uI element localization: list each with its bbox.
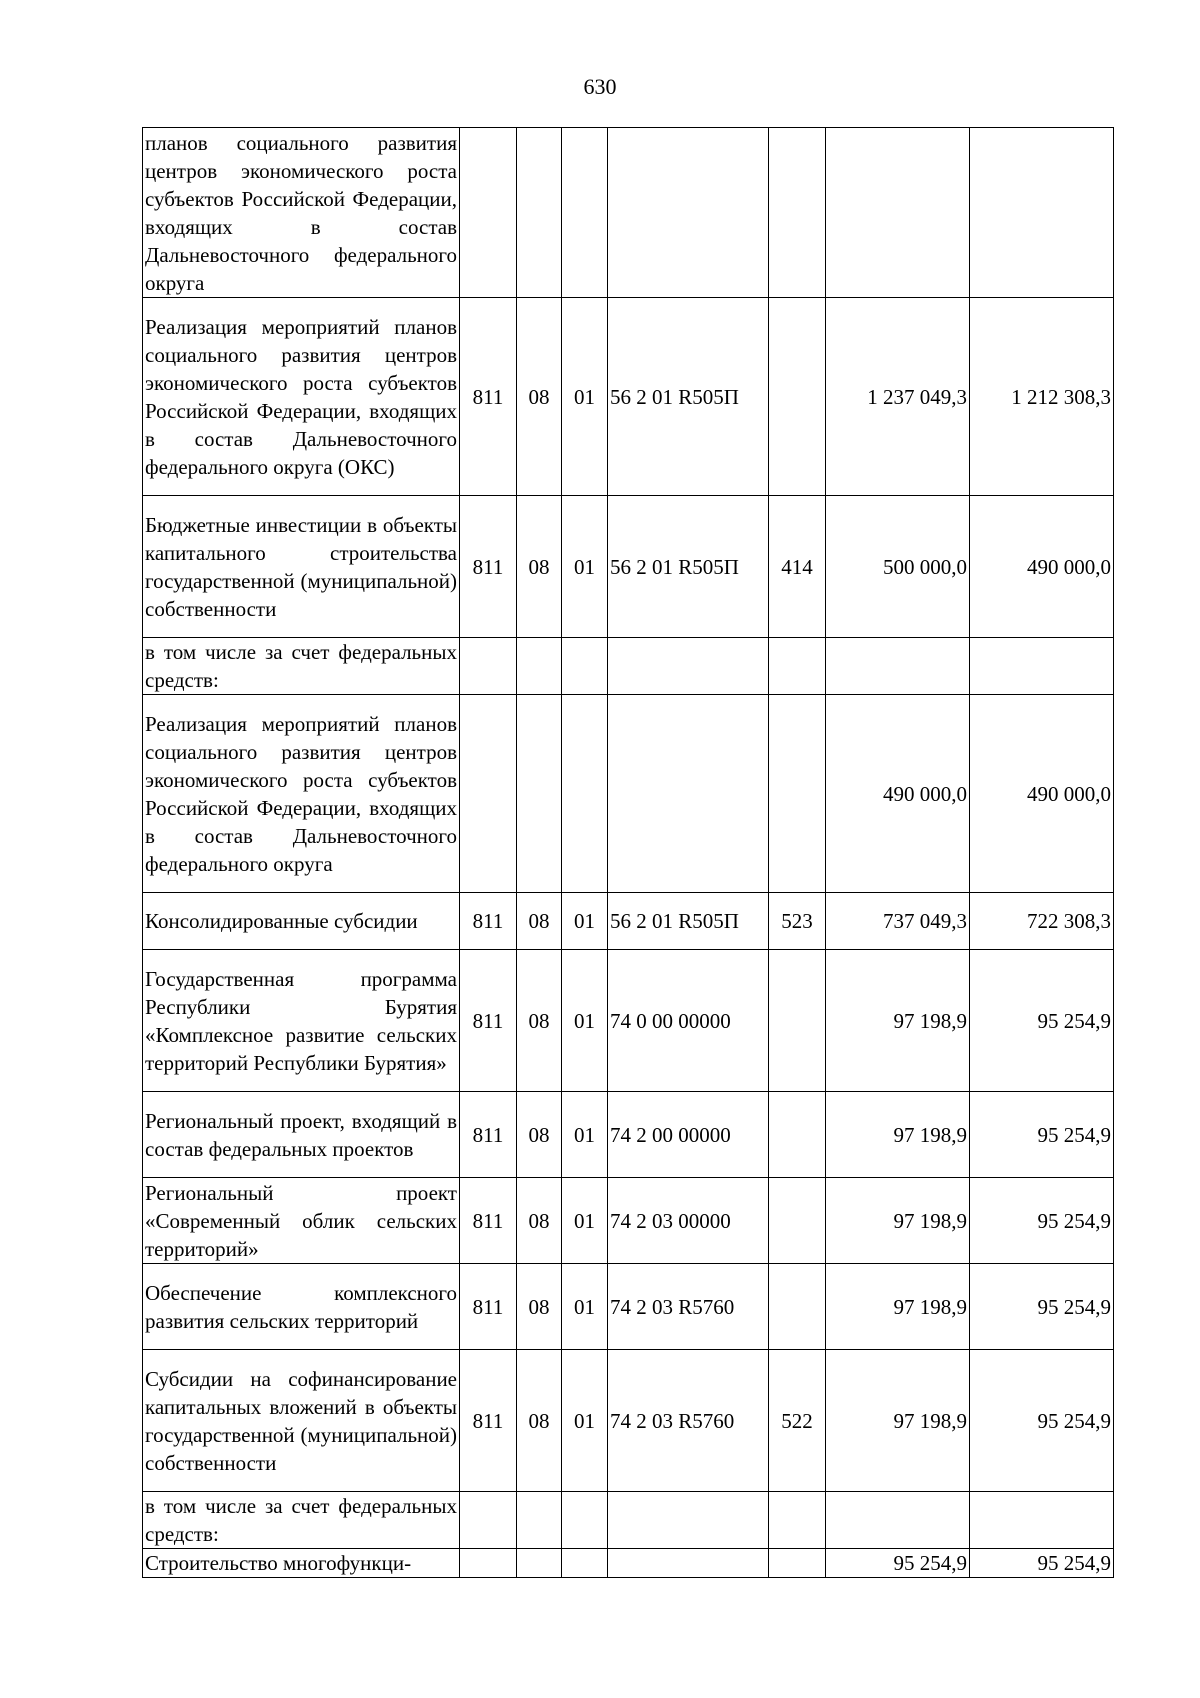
- sum2-cell: 95 254,9: [970, 1178, 1114, 1264]
- csr-cell: 74 2 03 R5760: [608, 1350, 769, 1492]
- vr-cell: 522: [769, 1350, 826, 1492]
- table-row: [143, 128, 1114, 298]
- razdel-cell: 08: [517, 496, 562, 638]
- ved-cell: 811: [460, 496, 517, 638]
- vr-cell: [769, 950, 826, 1092]
- razdel-cell: 08: [517, 1264, 562, 1350]
- sum2-cell: 1 212 308,3: [970, 298, 1114, 496]
- razdel-cell: 08: [517, 950, 562, 1092]
- ved-cell: [460, 638, 517, 695]
- csr-cell: 74 0 00 00000: [608, 950, 769, 1092]
- sum1-cell: 97 198,9: [826, 1350, 970, 1492]
- razdel-cell: 08: [517, 893, 562, 950]
- ved-cell: [460, 695, 517, 893]
- sum2-cell: 95 254,9: [970, 1092, 1114, 1178]
- csr-cell: [608, 1492, 769, 1549]
- vr-cell: [769, 638, 826, 695]
- vr-cell: [769, 1492, 826, 1549]
- csr-cell: [608, 695, 769, 893]
- sum1-cell: 97 198,9: [826, 1264, 970, 1350]
- sum2-cell: 490 000,0: [970, 695, 1114, 893]
- sum2-cell: 95 254,9: [970, 1264, 1114, 1350]
- vr-cell: [769, 1264, 826, 1350]
- razdel-cell: [517, 1492, 562, 1549]
- table-row: [143, 1264, 1114, 1350]
- podrazdel-cell: [562, 638, 608, 695]
- razdel-cell: 08: [517, 1350, 562, 1492]
- sum1-cell: [826, 1492, 970, 1549]
- sum1-cell: [826, 128, 970, 298]
- ved-cell: 811: [460, 298, 517, 496]
- sum1-cell: [826, 638, 970, 695]
- budget-table: [142, 127, 1114, 1578]
- razdel-cell: [517, 695, 562, 893]
- row-name: Бюджетные инвестиции в объекты капитального строительства государственной (муниципальной) собственности: [143, 496, 460, 638]
- vr-cell: [769, 1549, 826, 1578]
- table-row: [143, 1549, 1114, 1578]
- row-name: Обеспечение комплексного развития сельских территорий: [143, 1264, 460, 1350]
- razdel-cell: [517, 128, 562, 298]
- table-row: [143, 695, 1114, 893]
- row-name: Региональный проект «Современный облик сельских территорий»: [143, 1178, 460, 1264]
- ved-cell: [460, 1549, 517, 1578]
- sum2-cell: 95 254,9: [970, 1350, 1114, 1492]
- ved-cell: 811: [460, 1350, 517, 1492]
- podrazdel-cell: [562, 695, 608, 893]
- csr-cell: [608, 1549, 769, 1578]
- row-name: Региональный проект, входящий в состав федеральных проектов: [143, 1092, 460, 1178]
- row-name: Реализация мероприятий планов социального развития центров экономического роста субъектов Российской Федерации, входящих в состав Дальневосточного федерального округа: [143, 695, 460, 893]
- ved-cell: 811: [460, 893, 517, 950]
- razdel-cell: [517, 638, 562, 695]
- ved-cell: 811: [460, 1092, 517, 1178]
- sum2-cell: 95 254,9: [970, 950, 1114, 1092]
- ved-cell: 811: [460, 1178, 517, 1264]
- vr-cell: [769, 128, 826, 298]
- csr-cell: 56 2 01 R505П: [608, 298, 769, 496]
- podrazdel-cell: 01: [562, 496, 608, 638]
- razdel-cell: [517, 1549, 562, 1578]
- table-row: [143, 1092, 1114, 1178]
- ved-cell: 811: [460, 950, 517, 1092]
- podrazdel-cell: 01: [562, 893, 608, 950]
- row-name: Государственная программа Республики Бурятия «Комплексное развитие сельских территорий Республики Бурятия»: [143, 950, 460, 1092]
- csr-cell: 74 2 03 R5760: [608, 1264, 769, 1350]
- table-row: [143, 298, 1114, 496]
- sum1-cell: 1 237 049,3: [826, 298, 970, 496]
- sum2-cell: 95 254,9: [970, 1549, 1114, 1578]
- csr-cell: 56 2 01 R505П: [608, 893, 769, 950]
- table-row: [143, 1350, 1114, 1492]
- csr-cell: 74 2 00 00000: [608, 1092, 769, 1178]
- podrazdel-cell: 01: [562, 298, 608, 496]
- razdel-cell: 08: [517, 298, 562, 496]
- page-number: 630: [583, 74, 617, 99]
- sum1-cell: 97 198,9: [826, 950, 970, 1092]
- ved-cell: [460, 1492, 517, 1549]
- sum1-cell: 500 000,0: [826, 496, 970, 638]
- vr-cell: [769, 695, 826, 893]
- row-name: Консолидированные субсидии: [143, 893, 460, 950]
- row-name: Строительство многофункци-: [143, 1549, 460, 1578]
- vr-cell: [769, 298, 826, 496]
- csr-cell: 74 2 03 00000: [608, 1178, 769, 1264]
- csr-cell: [608, 128, 769, 298]
- ved-cell: 811: [460, 1264, 517, 1350]
- sum2-cell: 490 000,0: [970, 496, 1114, 638]
- podrazdel-cell: 01: [562, 1092, 608, 1178]
- table-row: [143, 1492, 1114, 1549]
- table-row: [143, 950, 1114, 1092]
- table-row: [143, 638, 1114, 695]
- vr-cell: 414: [769, 496, 826, 638]
- row-name: Реализация мероприятий планов социального развития центров экономического роста субъектов Российской Федерации, входящих в состав Дальневосточного федерального округа (ОКС): [143, 298, 460, 496]
- table-row: [143, 893, 1114, 950]
- sum1-cell: 737 049,3: [826, 893, 970, 950]
- sum2-cell: [970, 128, 1114, 298]
- row-name: Субсидии на софинансирование капитальных вложений в объекты государственной (муниципальной) собственности: [143, 1350, 460, 1492]
- sum1-cell: 490 000,0: [826, 695, 970, 893]
- table-row: [143, 496, 1114, 638]
- sum1-cell: 97 198,9: [826, 1178, 970, 1264]
- sum1-cell: 97 198,9: [826, 1092, 970, 1178]
- razdel-cell: 08: [517, 1092, 562, 1178]
- podrazdel-cell: 01: [562, 950, 608, 1092]
- sum2-cell: 722 308,3: [970, 893, 1114, 950]
- podrazdel-cell: 01: [562, 1178, 608, 1264]
- podrazdel-cell: [562, 1549, 608, 1578]
- podrazdel-cell: 01: [562, 1264, 608, 1350]
- podrazdel-cell: [562, 128, 608, 298]
- vr-cell: [769, 1178, 826, 1264]
- podrazdel-cell: [562, 1492, 608, 1549]
- table-row: [143, 1178, 1114, 1264]
- ved-cell: [460, 128, 517, 298]
- sum1-cell: 95 254,9: [826, 1549, 970, 1578]
- vr-cell: [769, 1092, 826, 1178]
- sum2-cell: [970, 1492, 1114, 1549]
- sum2-cell: [970, 638, 1114, 695]
- vr-cell: 523: [769, 893, 826, 950]
- csr-cell: [608, 638, 769, 695]
- row-name: в том числе за счет федеральных средств:: [143, 1492, 460, 1549]
- row-name: в том числе за счет федеральных средств:: [143, 638, 460, 695]
- podrazdel-cell: 01: [562, 1350, 608, 1492]
- csr-cell: 56 2 01 R505П: [608, 496, 769, 638]
- razdel-cell: 08: [517, 1178, 562, 1264]
- row-name: планов социального развития центров экономического роста субъектов Российской Федерации, входящих в состав Дальневосточного федерального округа: [143, 128, 460, 298]
